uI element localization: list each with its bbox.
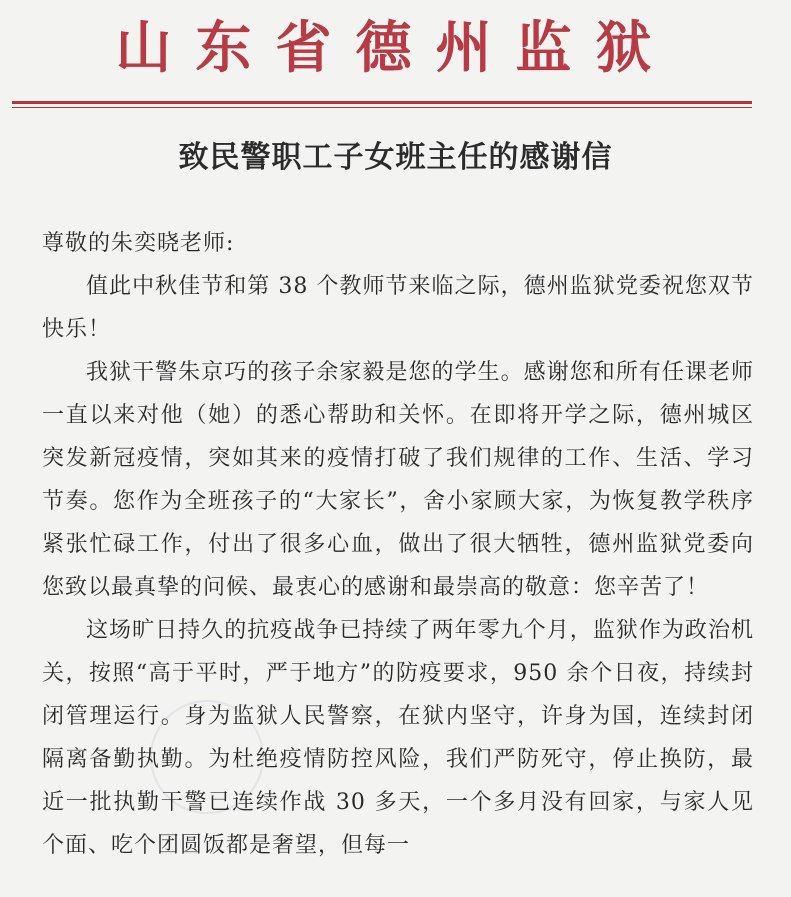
letterhead-rule-thick: [12, 101, 752, 104]
paragraph-thanks: 我狱干警朱京巧的孩子余家毅是您的学生。感谢您和所有任课老师一直以来对他（她）的悉心帮助和关怀。在即将开学之际，德州城区突发新冠疫情，突如其来的疫情打破了我们规律的工作、生活、学习节奏。您作为全班孩子的“大家长”，舍小家顾大家，为恢复教学秩序紧张忙碌工作，付出了很多心血，做出了很大牺牲，德州监狱党委向您致以最真挚的问候、最衷心的感谢和最崇高的敬意：您辛苦了！: [42, 360, 754, 600]
paragraph-epidemic: 这场旷日持久的抗疫战争已持续了两年零九个月，监狱作为政治机关，按照“高于平时，严于地方”的防疫要求，950 余个日夜，持续封闭管理运行。身为监狱人民警察，在狱内坚守，许身为国，连续封闭隔离备勤执勤。为杜绝疫情防控风险，我们严防死守，停止换防，最近一批执勤干警已连续作战 30 多天，一个多月没有回家，与家人见个面、吃个团圆饭都是奢望，但每一: [42, 618, 754, 858]
letter-title: 致民警职工子女班主任的感谢信: [178, 140, 613, 175]
salutation: 尊敬的朱奕晓老师:: [42, 231, 235, 256]
letter-body: [42, 222, 754, 867]
letterhead-rule-thin: [12, 107, 752, 108]
letterhead: 山东省德州监狱: [115, 16, 676, 81]
paragraph-greeting: 值此中秋佳节和第 38 个教师节来临之际，德州监狱党委祝您双节快乐！: [42, 274, 754, 342]
